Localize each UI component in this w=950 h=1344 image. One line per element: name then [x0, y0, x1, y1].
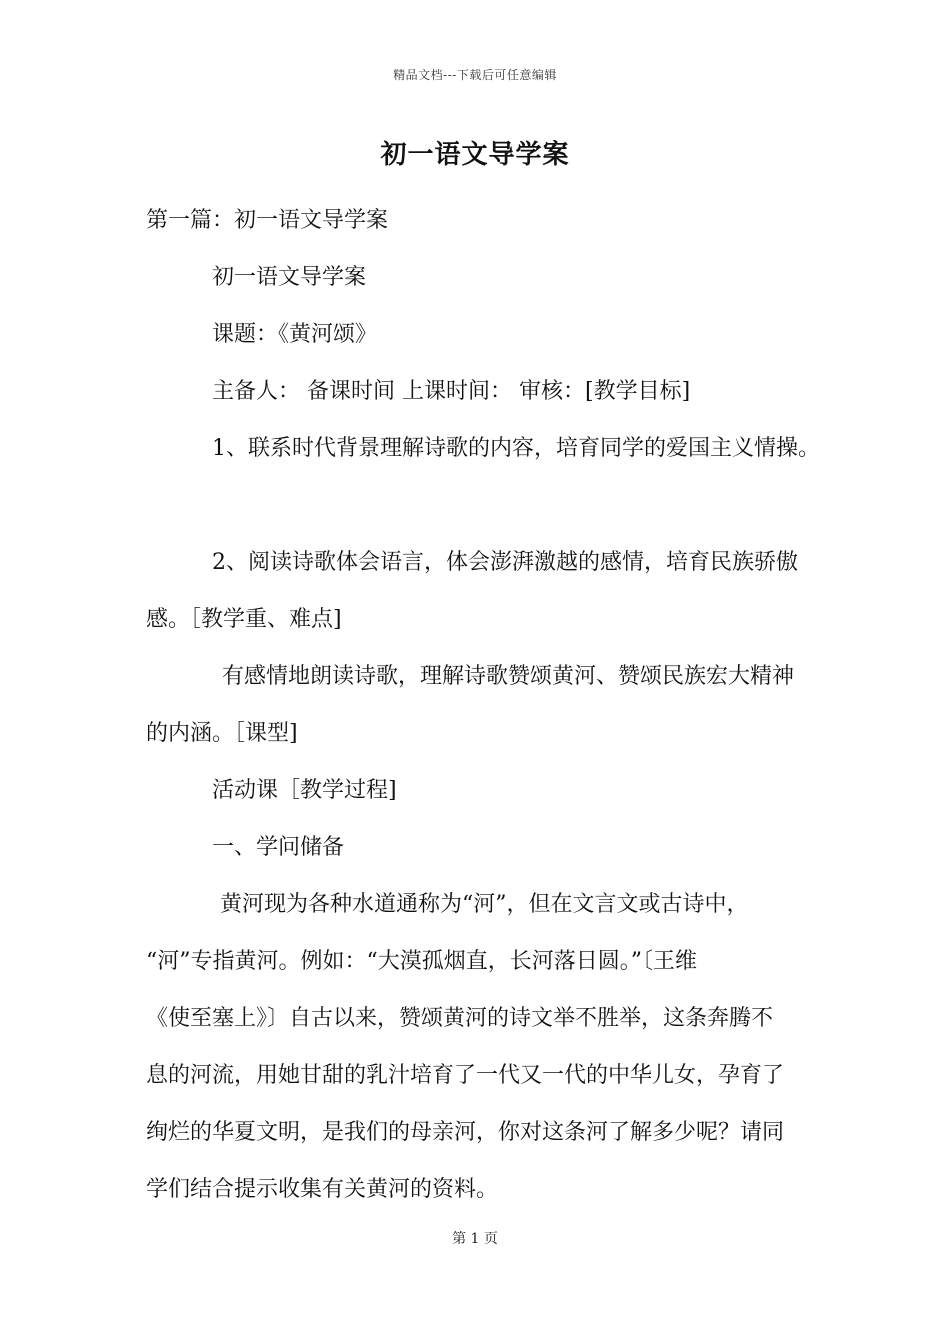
objective-2-continued-line: 感。［教学重、难点]	[146, 607, 342, 632]
section-heading: 第一篇：初一语文导学案	[146, 208, 389, 233]
lesson-topic-line: 课题：《黄河颂》	[212, 322, 378, 347]
paragraph-line-1: 黄河现为各种水道通称为“河”，但在文言文或古诗中，	[220, 892, 749, 917]
header-note: 精品文档---下载后可任意编辑	[393, 68, 557, 82]
objective-1-line: 1、联系时代背景理解诗歌的内容，培育同学的爱国主义情操。	[212, 436, 820, 461]
objective-2-line: 2、阅读诗歌体会语言，体会澎湃激越的感情，培育民族骄傲	[212, 550, 798, 575]
paragraph-line-5: 绚烂的华夏文明，是我们的母亲河，你对这条河了解多少呢？请同	[146, 1120, 785, 1145]
lesson-type-line: 活动课［教学过程]	[212, 778, 397, 803]
paragraph-line-4: 息的河流，用她甘甜的乳汁培育了一代又一代的中华儿女，孕育了	[146, 1063, 785, 1088]
prep-info-line: 主备人： 备课时间 上课时间： 审核：[教学目标]	[212, 379, 691, 404]
subtitle-line: 初一语文导学案	[212, 265, 367, 290]
page-number: 第 1 页	[452, 1231, 498, 1247]
knowledge-heading-line: 一、学问储备	[212, 835, 345, 860]
key-point-continued-line: 的内涵。［课型]	[146, 721, 298, 746]
paragraph-line-3: 《使至塞上》〕自古以来，赞颂黄河的诗文举不胜举，这条奔腾不	[146, 1006, 774, 1031]
key-point-line: 有感情地朗读诗歌，理解诗歌赞颂黄河、赞颂民族宏大精神	[222, 664, 795, 689]
document-title: 初一语文导学案	[380, 140, 570, 170]
paragraph-line-6: 学们结合提示收集有关黄河的资料。	[146, 1177, 499, 1202]
paragraph-line-2: “河”专指黄河。例如：“大漠孤烟直，长河落日圆。”〔王维	[146, 949, 697, 974]
